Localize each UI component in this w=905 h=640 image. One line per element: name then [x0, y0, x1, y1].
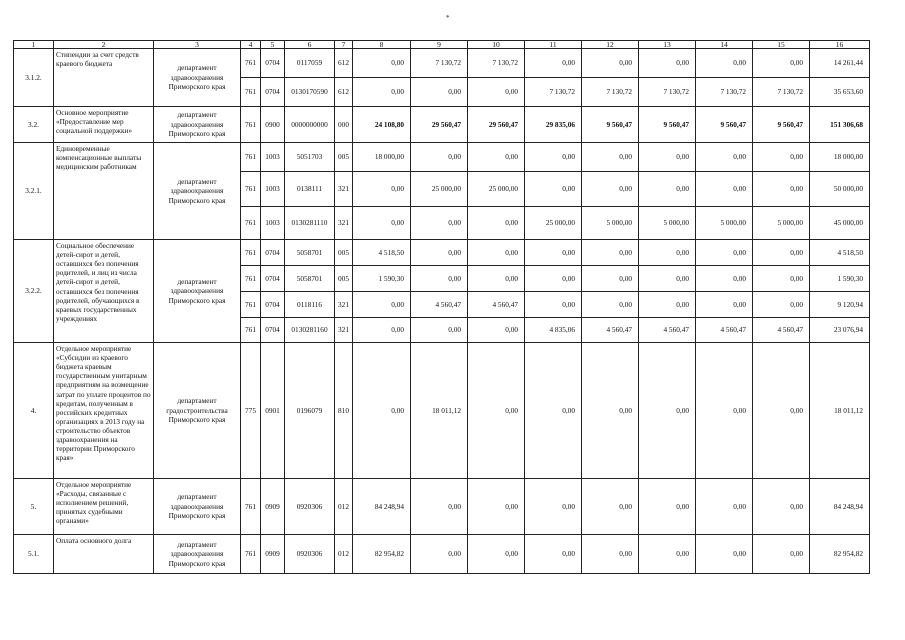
- budget-code-cell: 0138111: [285, 172, 335, 207]
- amount-cell: 9 560,47: [582, 107, 639, 143]
- amount-cell: 0,00: [753, 240, 810, 266]
- amount-cell: 0,00: [411, 143, 468, 172]
- budget-code-cell: 775: [241, 343, 261, 479]
- table-row: [14, 535, 870, 574]
- budget-code-cell: 761: [241, 107, 261, 143]
- budget-code-cell: 0704: [261, 292, 285, 318]
- budget-code-cell: 761: [241, 207, 261, 240]
- amount-cell: 18 000,00: [810, 143, 870, 172]
- amount-cell: 4 560,47: [468, 292, 525, 318]
- amount-cell: 0,00: [353, 318, 411, 343]
- budget-code-cell: 1003: [261, 143, 285, 172]
- amount-cell: 0,00: [753, 479, 810, 535]
- budget-code-cell: 0000000000: [285, 107, 335, 143]
- amount-cell: 0,00: [468, 207, 525, 240]
- budget-code-cell: 0196079: [285, 343, 335, 479]
- amount-cell: 7 130,72: [525, 78, 582, 107]
- amount-cell: 0,00: [411, 266, 468, 292]
- budget-code-cell: 761: [241, 172, 261, 207]
- amount-cell: 25 000,00: [525, 207, 582, 240]
- column-number: 1: [14, 41, 54, 49]
- amount-cell: 7 130,72: [639, 78, 696, 107]
- budget-code-cell: 0117059: [285, 49, 335, 78]
- amount-cell: 0,00: [411, 207, 468, 240]
- amount-cell: 5 000,00: [582, 207, 639, 240]
- amount-cell: 4 560,47: [411, 292, 468, 318]
- amount-cell: 4 560,47: [696, 318, 753, 343]
- budget-code-cell: 0130170590: [285, 78, 335, 107]
- budget-code-cell: 5051703: [285, 143, 335, 172]
- table-row: [14, 343, 870, 479]
- budget-code-cell: 0704: [261, 266, 285, 292]
- amount-cell: 1 590,30: [353, 266, 411, 292]
- amount-cell: 0,00: [582, 535, 639, 574]
- amount-cell: 0,00: [696, 266, 753, 292]
- budget-code-cell: 321: [335, 172, 353, 207]
- item-name: Оплата основного долга: [54, 535, 154, 574]
- budget-code-cell: 005: [335, 143, 353, 172]
- column-number: 8: [353, 41, 411, 49]
- budget-code-cell: 1003: [261, 172, 285, 207]
- budget-code-cell: 0909: [261, 479, 285, 535]
- amount-cell: 0,00: [525, 292, 582, 318]
- column-number: 16: [810, 41, 870, 49]
- amount-cell: 0,00: [411, 78, 468, 107]
- amount-cell: 0,00: [582, 479, 639, 535]
- item-name: Основное мероприятие «Предоставление мер социальной поддержки»: [54, 107, 154, 143]
- budget-code-cell: 761: [241, 240, 261, 266]
- amount-cell: 0,00: [696, 479, 753, 535]
- amount-cell: 0,00: [411, 479, 468, 535]
- table-row: [14, 107, 870, 143]
- budget-code-cell: 5058701: [285, 240, 335, 266]
- amount-cell: 0,00: [353, 78, 411, 107]
- item-number: 3.1.2.: [14, 49, 54, 107]
- amount-cell: 0,00: [582, 343, 639, 479]
- budget-code-cell: 761: [241, 318, 261, 343]
- amount-cell: 0,00: [639, 172, 696, 207]
- amount-cell: 0,00: [353, 207, 411, 240]
- budget-code-cell: 1003: [261, 207, 285, 240]
- executor: департамент здравоохранения Приморского края: [154, 49, 241, 107]
- amount-cell: 18 011,12: [810, 343, 870, 479]
- column-number: 4: [241, 41, 261, 49]
- executor: департамент здравоохранения Приморского края: [154, 479, 241, 535]
- amount-cell: 0,00: [353, 172, 411, 207]
- amount-cell: 0,00: [525, 240, 582, 266]
- executor: департамент здравоохранения Приморского края: [154, 107, 241, 143]
- amount-cell: 0,00: [639, 535, 696, 574]
- amount-cell: 0,00: [696, 292, 753, 318]
- amount-cell: 0,00: [411, 318, 468, 343]
- column-number: 14: [696, 41, 753, 49]
- amount-cell: 4 560,47: [582, 318, 639, 343]
- amount-cell: 0,00: [639, 343, 696, 479]
- amount-cell: 0,00: [468, 479, 525, 535]
- column-number: 5: [261, 41, 285, 49]
- budget-code-cell: 321: [335, 207, 353, 240]
- amount-cell: 0,00: [582, 266, 639, 292]
- item-name: Отдельное мероприятие «Субсидии из краевого бюджета краевым государственным унитарным предприятиям на возмещение затрат по уплате процентов по кредитам, полученным в российских кредитных организациях в 2013 году на строительство объектов здравоохранения на территории Приморского края»: [54, 343, 154, 479]
- amount-cell: 18 000,00: [353, 143, 411, 172]
- amount-cell: 5 000,00: [696, 207, 753, 240]
- amount-cell: 7 130,72: [696, 78, 753, 107]
- amount-cell: 0,00: [582, 240, 639, 266]
- amount-cell: 7 130,72: [411, 49, 468, 78]
- amount-cell: 0,00: [753, 172, 810, 207]
- item-name: Отдельное мероприятие «Расходы, связанные с исполнением решений, принятых судебными органами»: [54, 479, 154, 535]
- amount-cell: 50 000,00: [810, 172, 870, 207]
- amount-cell: 84 248,94: [810, 479, 870, 535]
- budget-code-cell: 0704: [261, 78, 285, 107]
- amount-cell: 0,00: [525, 172, 582, 207]
- amount-cell: 0,00: [468, 535, 525, 574]
- budget-code-cell: 810: [335, 343, 353, 479]
- amount-cell: 0,00: [696, 240, 753, 266]
- budget-code-cell: 321: [335, 292, 353, 318]
- column-number: 15: [753, 41, 810, 49]
- table-row: [14, 49, 870, 78]
- amount-cell: 0,00: [353, 343, 411, 479]
- amount-cell: 4 560,47: [639, 318, 696, 343]
- amount-cell: 4 518,50: [810, 240, 870, 266]
- amount-cell: 0,00: [525, 49, 582, 78]
- amount-cell: 84 248,94: [353, 479, 411, 535]
- item-number: 3.2.2.: [14, 240, 54, 343]
- budget-code-cell: 761: [241, 78, 261, 107]
- budget-code-cell: 0900: [261, 107, 285, 143]
- budget-code-cell: 012: [335, 479, 353, 535]
- amount-cell: 0,00: [753, 535, 810, 574]
- column-number: 3: [154, 41, 241, 49]
- budget-code-cell: 612: [335, 78, 353, 107]
- amount-cell: 0,00: [582, 292, 639, 318]
- amount-cell: 29 560,47: [411, 107, 468, 143]
- amount-cell: 4 518,50: [353, 240, 411, 266]
- item-number: 3.2.1.: [14, 143, 54, 240]
- amount-cell: 24 108,80: [353, 107, 411, 143]
- budget-code-cell: 0704: [261, 49, 285, 78]
- amount-cell: 0,00: [696, 535, 753, 574]
- amount-cell: 0,00: [753, 292, 810, 318]
- amount-cell: 0,00: [582, 172, 639, 207]
- column-number-row: [14, 41, 870, 49]
- budget-code-cell: 005: [335, 266, 353, 292]
- column-number: 6: [285, 41, 335, 49]
- amount-cell: 0,00: [639, 266, 696, 292]
- amount-cell: 0,00: [353, 292, 411, 318]
- amount-cell: 0,00: [753, 343, 810, 479]
- budget-code-cell: 012: [335, 535, 353, 574]
- amount-cell: 0,00: [468, 318, 525, 343]
- amount-cell: 0,00: [753, 49, 810, 78]
- amount-cell: 0,00: [639, 479, 696, 535]
- executor: департамент градостроительства Приморского края: [154, 343, 241, 479]
- amount-cell: 4 560,47: [753, 318, 810, 343]
- amount-cell: 0,00: [753, 143, 810, 172]
- amount-cell: 45 000,00: [810, 207, 870, 240]
- budget-code-cell: 0704: [261, 318, 285, 343]
- table-row: [14, 240, 870, 266]
- amount-cell: 0,00: [639, 143, 696, 172]
- amount-cell: 5 000,00: [753, 207, 810, 240]
- budget-code-cell: 0920306: [285, 479, 335, 535]
- amount-cell: 0,00: [525, 535, 582, 574]
- budget-code-cell: 0901: [261, 343, 285, 479]
- page-number: *: [446, 14, 450, 22]
- item-number: 5.1.: [14, 535, 54, 574]
- amount-cell: 7 130,72: [582, 78, 639, 107]
- budget-code-cell: 761: [241, 292, 261, 318]
- amount-cell: 0,00: [696, 172, 753, 207]
- column-number: 10: [468, 41, 525, 49]
- budget-code-cell: 761: [241, 535, 261, 574]
- amount-cell: 9 560,47: [639, 107, 696, 143]
- amount-cell: 23 076,94: [810, 318, 870, 343]
- amount-cell: 9 120,94: [810, 292, 870, 318]
- amount-cell: 25 000,00: [411, 172, 468, 207]
- executor: департамент здравоохранения Приморского края: [154, 535, 241, 574]
- budget-code-cell: 0704: [261, 240, 285, 266]
- amount-cell: 0,00: [639, 240, 696, 266]
- amount-cell: 0,00: [468, 240, 525, 266]
- column-number: 2: [54, 41, 154, 49]
- amount-cell: 0,00: [468, 143, 525, 172]
- budget-code-cell: 5058701: [285, 266, 335, 292]
- budget-code-cell: 321: [335, 318, 353, 343]
- amount-cell: 0,00: [696, 143, 753, 172]
- column-number: 9: [411, 41, 468, 49]
- amount-cell: 0,00: [639, 292, 696, 318]
- budget-code-cell: 612: [335, 49, 353, 78]
- budget-code-cell: 000: [335, 107, 353, 143]
- amount-cell: 9 560,47: [753, 107, 810, 143]
- amount-cell: 0,00: [525, 143, 582, 172]
- budget-code-cell: 0909: [261, 535, 285, 574]
- amount-cell: 0,00: [411, 535, 468, 574]
- amount-cell: 0,00: [753, 266, 810, 292]
- amount-cell: 82 954,82: [353, 535, 411, 574]
- budget-code-cell: 0118116: [285, 292, 335, 318]
- amount-cell: 7 130,72: [468, 49, 525, 78]
- amount-cell: 0,00: [353, 49, 411, 78]
- item-name: Единовременные компенсационные выплаты медицинским работникам: [54, 143, 154, 240]
- table-row: [14, 479, 870, 535]
- budget-code-cell: 0130281160: [285, 318, 335, 343]
- budget-code-cell: 761: [241, 143, 261, 172]
- item-number: 5.: [14, 479, 54, 535]
- budget-code-cell: 761: [241, 479, 261, 535]
- amount-cell: 0,00: [525, 266, 582, 292]
- amount-cell: 14 261,44: [810, 49, 870, 78]
- budget-code-cell: 0130281110: [285, 207, 335, 240]
- amount-cell: 18 011,12: [411, 343, 468, 479]
- budget-code-cell: 761: [241, 49, 261, 78]
- amount-cell: 0,00: [411, 240, 468, 266]
- amount-cell: 151 306,68: [810, 107, 870, 143]
- amount-cell: 82 954,82: [810, 535, 870, 574]
- item-name: Социальное обеспечение детей-сирот и детей, оставшихся без попечения родителей, и лиц из числа детей-сирот и детей, оставшихся без попечения родителей, обучающихся в краевых государственных учреждениях: [54, 240, 154, 343]
- amount-cell: 0,00: [582, 49, 639, 78]
- item-number: 4.: [14, 343, 54, 479]
- amount-cell: 5 000,00: [639, 207, 696, 240]
- amount-cell: 0,00: [582, 143, 639, 172]
- amount-cell: 25 000,00: [468, 172, 525, 207]
- table-row: [14, 143, 870, 172]
- executor: департамент здравоохранения Приморского края: [154, 240, 241, 343]
- amount-cell: 4 835,06: [525, 318, 582, 343]
- amount-cell: 0,00: [468, 266, 525, 292]
- amount-cell: 0,00: [696, 343, 753, 479]
- amount-cell: 0,00: [639, 49, 696, 78]
- column-number: 12: [582, 41, 639, 49]
- executor: департамент здравоохранения Приморского края: [154, 143, 241, 240]
- amount-cell: 7 130,72: [753, 78, 810, 107]
- column-number: 13: [639, 41, 696, 49]
- amount-cell: 0,00: [468, 343, 525, 479]
- budget-table: [13, 40, 870, 574]
- amount-cell: 0,00: [468, 78, 525, 107]
- item-name: Стипендии за счет средств краевого бюджета: [54, 49, 154, 107]
- budget-code-cell: 761: [241, 266, 261, 292]
- amount-cell: 0,00: [525, 343, 582, 479]
- amount-cell: 29 835,06: [525, 107, 582, 143]
- item-number: 3.2.: [14, 107, 54, 143]
- amount-cell: 35 653,60: [810, 78, 870, 107]
- column-number: 11: [525, 41, 582, 49]
- amount-cell: 9 560,47: [696, 107, 753, 143]
- budget-code-cell: 0920306: [285, 535, 335, 574]
- budget-code-cell: 005: [335, 240, 353, 266]
- amount-cell: 0,00: [525, 479, 582, 535]
- column-number: 7: [335, 41, 353, 49]
- amount-cell: 0,00: [696, 49, 753, 78]
- amount-cell: 1 590,30: [810, 266, 870, 292]
- amount-cell: 29 560,47: [468, 107, 525, 143]
